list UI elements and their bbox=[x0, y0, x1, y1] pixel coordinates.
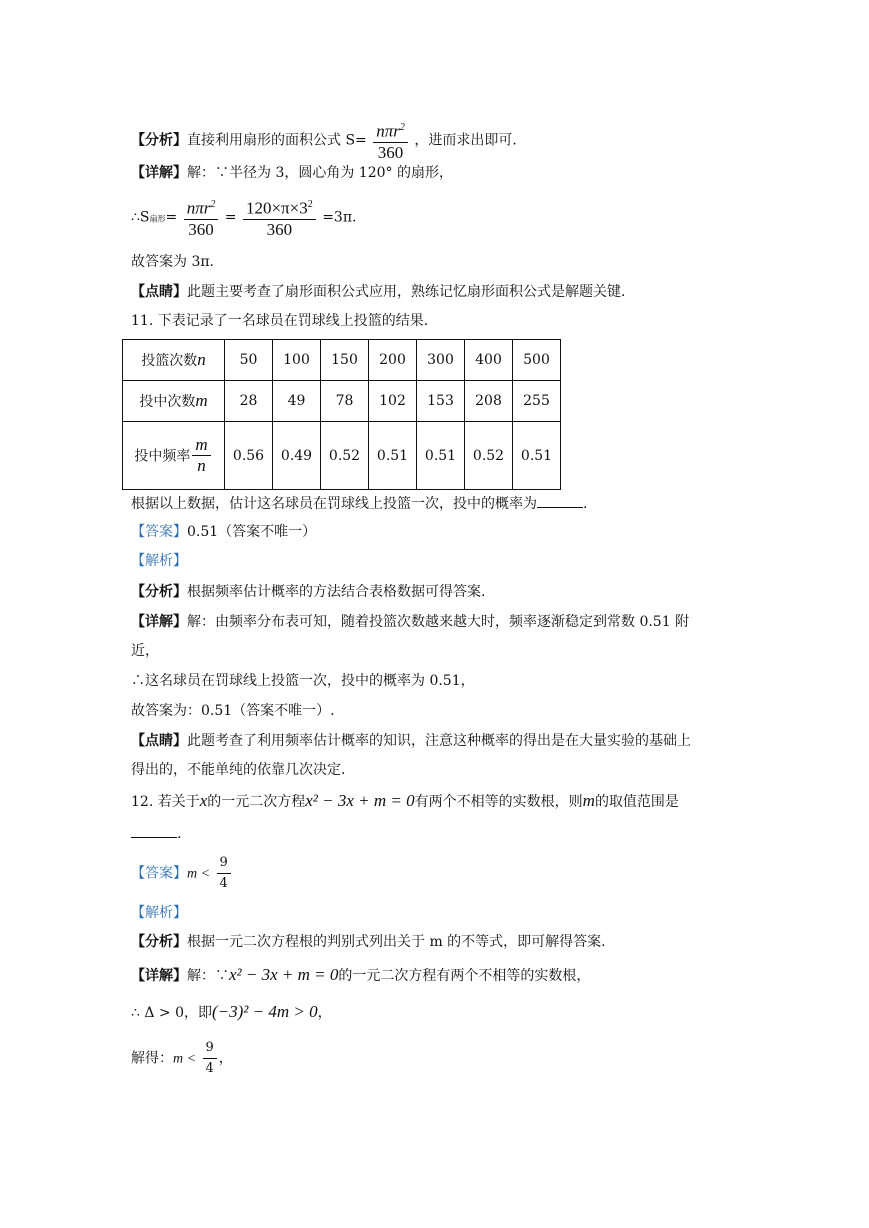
detail-12-line-3: 解得：m < $\frac{9}{4}$ ， bbox=[131, 1040, 233, 1076]
solution-tag-11: 【解析】 bbox=[131, 553, 187, 569]
fraction-2: $\frac{120\times\pi\times 3^2}{360}$ bbox=[243, 195, 316, 240]
detail-11-line-3: ∴这名球员在罚球线上投篮一次，投中的概率为 0.51， bbox=[131, 673, 475, 689]
analysis-12: 【分析】根据一元二次方程根的判别式列出关于 m 的不等式，即可解得答案. bbox=[131, 934, 606, 950]
detail-12-line-2: ∴ Δ > 0，即(−3)² − 4m > 0， bbox=[131, 1002, 332, 1021]
analysis-text: 直接利用扇形的面积公式 S= bbox=[187, 132, 367, 149]
comment-11-line-2: 得出的，不能单纯的依靠几次决定. bbox=[131, 762, 346, 778]
detail-11-line-1: 【详解】解：由频率分布表可知，随着投篮次数越来越大时，频率逐渐稳定到常数 0.51 附 bbox=[131, 614, 690, 630]
fraction-1: $\frac{n\pi r^2}{360}$ bbox=[184, 195, 219, 240]
table-row-made: 投中次数m 28 49 78 102 153 208 255 bbox=[123, 381, 561, 422]
question-11: 11. 下表记录了一名球员在罚球线上投篮的结果. bbox=[131, 313, 429, 329]
free-throw-table bbox=[122, 339, 561, 490]
sector-area-calc: ∴S扇形= $\frac{n\pi r^2}{360}$ = $\frac{120\times\pi\times 3^2}{360}$ =3π. bbox=[131, 195, 356, 240]
analysis-11: 【分析】根据频率估计概率的方法结合表格数据可得答案. bbox=[131, 584, 486, 600]
detail-11-line-4: 故答案为：0.51（答案不唯一）. bbox=[131, 703, 335, 719]
sector-area-formula: $\frac{n\pi r^2}{360}$ bbox=[373, 118, 408, 163]
analysis-tag: 【分析】 bbox=[131, 132, 187, 149]
answer-12: 【答案】m < $\frac{9}{4}$ bbox=[131, 853, 233, 894]
answer-blank bbox=[537, 493, 583, 508]
table-row-attempts: 投篮次数n 50 100 150 200 300 400 500 bbox=[123, 340, 561, 381]
detail-12-line-1: 【详解】解：∵x² − 3x + m = 0的一元二次方程有两个不相等的实数根， bbox=[131, 965, 591, 984]
solution-tag-12: 【解析】 bbox=[131, 905, 187, 921]
answer-line-10: 故答案为 3π. bbox=[131, 254, 215, 270]
table-row-frequency: 投中频率 $\frac{m}{n}$ 0.56 0.49 0.52 0.51 0.51 0.52 0.51 bbox=[123, 422, 561, 490]
question-12-blank: . bbox=[131, 823, 181, 844]
detail-line-1: 【详解】解：∵半径为 3，圆心角为 120° 的扇形， bbox=[131, 165, 453, 181]
comment-line-10: 【点睛】此题主要考查了扇形面积公式应用，熟练记忆扇形面积公式是解题关键. bbox=[131, 284, 626, 300]
comment-11-line-1: 【点睛】此题考查了利用频率估计概率的知识，注意这种概率的得出是在大量实验的基础上 bbox=[131, 733, 691, 749]
analysis-text-end: ，进而求出即可. bbox=[414, 132, 517, 149]
question-11-ask: 根据以上数据，估计这名球员在罚球线上投篮一次，投中的概率为 . bbox=[131, 493, 587, 514]
detail-11-line-2: 近， bbox=[131, 643, 159, 659]
analysis-line-1 bbox=[131, 118, 517, 163]
answer-11: 【答案】0.51（答案不唯一） bbox=[131, 524, 317, 540]
question-12: 12. 若关于x的一元二次方程x² − 3x + m = 0有两个不相等的实数根，则m的取值范围是 bbox=[131, 791, 679, 810]
